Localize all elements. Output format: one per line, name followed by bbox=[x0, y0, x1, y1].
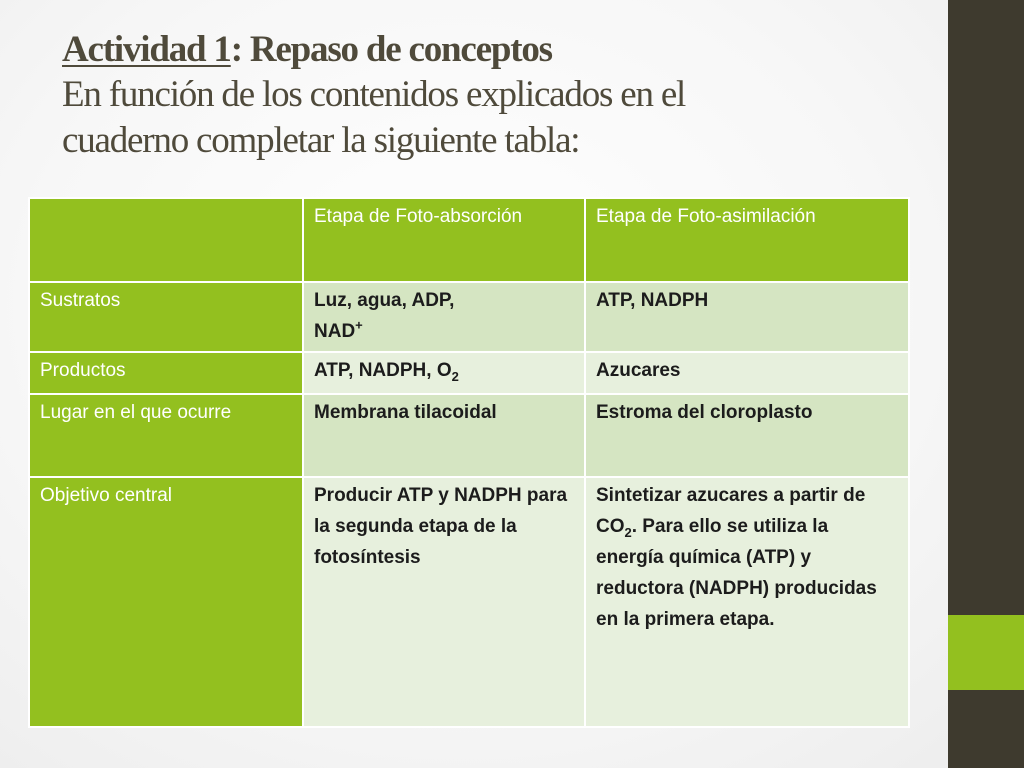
title-heading bbox=[62, 28, 922, 72]
row-label-lugar: Lugar en el que ocurre bbox=[29, 394, 303, 477]
concept-table bbox=[28, 197, 910, 728]
row-label-sustratos: Sustratos bbox=[29, 282, 303, 352]
subscript-2: 2 bbox=[624, 525, 632, 540]
cell-objetivo-absorcion: Producir ATP y NADPH para la segunda etapa de la fotosíntesis bbox=[303, 477, 585, 727]
header-asimilacion: Etapa de Foto-asimilación bbox=[585, 198, 909, 282]
row-label-objetivo: Objetivo central bbox=[29, 477, 303, 727]
cell-lugar-asimilacion: Estroma del cloroplasto bbox=[585, 394, 909, 477]
cell-objetivo-asimilacion bbox=[585, 477, 909, 727]
cell-productos-absorcion bbox=[303, 352, 585, 394]
superscript-plus: + bbox=[355, 317, 363, 333]
header-empty-cell bbox=[29, 198, 303, 282]
cell-sustratos-absorcion bbox=[303, 282, 585, 352]
cell-productos-asimilacion: Azucares bbox=[585, 352, 909, 394]
cell-sustratos-asimilacion: ATP, NADPH bbox=[585, 282, 909, 352]
title-rest: : Repaso de conceptos bbox=[230, 29, 552, 70]
table-header-row bbox=[29, 198, 909, 282]
subscript-2: 2 bbox=[451, 369, 459, 384]
sidebar-accent bbox=[948, 615, 1024, 690]
activity-label: Actividad 1 bbox=[62, 29, 231, 70]
table-row bbox=[29, 352, 909, 394]
header-absorcion: Etapa de Foto-absorción bbox=[303, 198, 585, 282]
cell-text-post: . Para ello se utiliza la energía química (ATP) y reductora (NADPH) producidas en la primera etapa. bbox=[596, 516, 877, 630]
cell-text-nad: NAD bbox=[314, 321, 356, 342]
cell-text: Sintetizar azucares a partir de CO bbox=[596, 485, 866, 537]
title-subtitle-2: cuaderno completar la siguiente tabla: bbox=[62, 120, 580, 161]
row-label-productos: Productos bbox=[29, 352, 303, 394]
cell-lugar-absorcion: Membrana tilacoidal bbox=[303, 394, 585, 477]
cell-text: Luz, agua, ADP, bbox=[314, 290, 455, 311]
slide-title bbox=[62, 28, 922, 164]
cell-text: ATP, NADPH, O bbox=[314, 360, 452, 381]
table-row bbox=[29, 477, 909, 727]
title-subtitle-1: En función de los contenidos explicados en el bbox=[62, 74, 686, 115]
table-row bbox=[29, 394, 909, 477]
table-row bbox=[29, 282, 909, 352]
